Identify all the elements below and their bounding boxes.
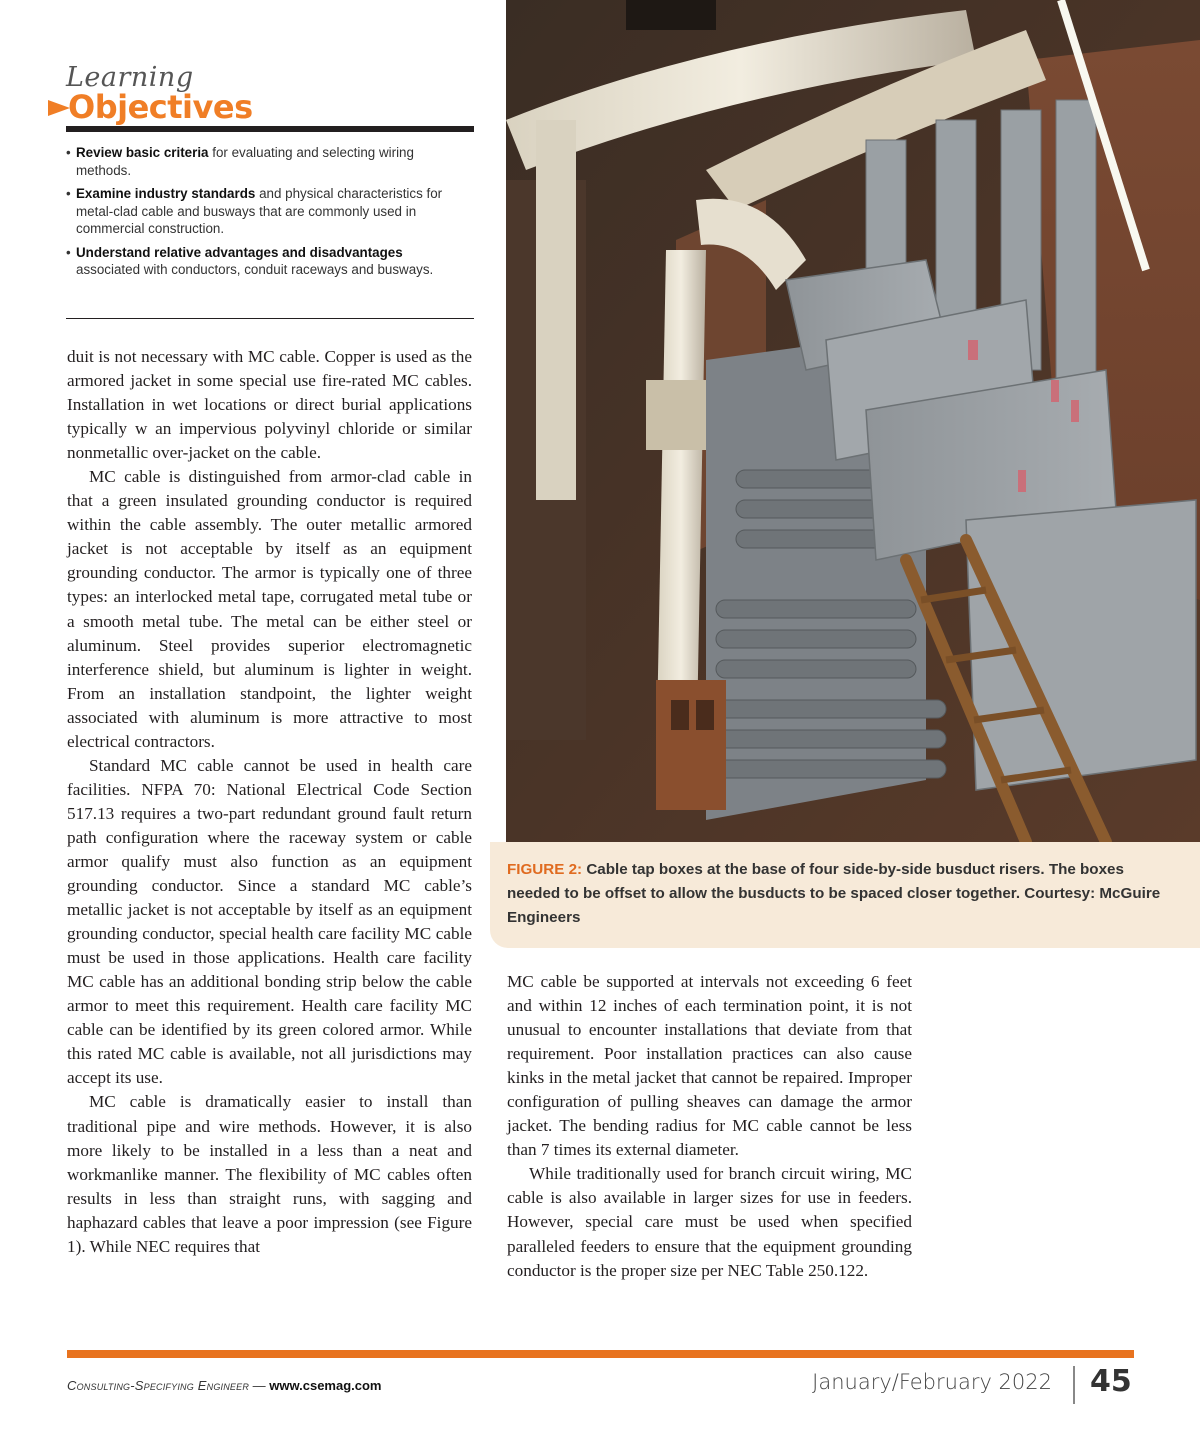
figure-photo: [506, 0, 1200, 842]
footer-separator: [1073, 1366, 1075, 1404]
arrow-icon: [48, 100, 70, 116]
paragraph: While traditionally used for branch circuit wiring, MC cable is also available in larger sizes for use in feeders. However, special care must be used when specified paralleled feeders to ensure that the equipment grounding conductor is the proper size per NEC Table 250.122.: [507, 1164, 912, 1280]
paragraph: Standard MC cable cannot be used in health care facilities. NFPA 70: National Electrical Code Section 517.13 requires a two-part redundant ground fault return path configuration where the raceway system or cable armor qualify must also function as an equipment grounding conductor. Since a standard MC cable’s metallic jacket is not acceptable by itself as an equipment grounding conductor, special health care facility MC cable must be used in those applications. Health care facility MC cable has an additional bonding strip below the cable armor to meet this requirement. Health care facility MC cable can be identified by its green colored armor. While this rated MC cable is available, not all jurisdictions may accept its use.: [67, 755, 472, 1088]
objective-bold: Examine industry standards: [76, 186, 256, 201]
objective-item: [66, 185, 466, 238]
objectives-list: [66, 144, 466, 285]
busduct-photo-illustration: [506, 0, 1200, 842]
objective-item: [66, 244, 466, 279]
paragraph: MC cable is dramatically easier to install than traditional pipe and wire methods. However, it is also more likely to be installed in a less than a neat and workmanlike manner. The flexibility of MC cables often results in less than straight runs, with sagging and haphazard cables that leave a poor impression (see Figure 1). While NEC requires that: [67, 1092, 472, 1256]
figure-label: FIGURE 2:: [507, 861, 583, 878]
magazine-name: Consulting-Specifying Engineer: [67, 1378, 250, 1393]
footer-publication: [67, 1378, 382, 1393]
figure-caption: [507, 858, 1177, 930]
paragraph: MC cable is distinguished from armor-clad cable in that a green insulated grounding conductor is required within the cable assembly. The outer metallic armored jacket is not acceptable by itself as an equipment grounding conductor. The armor is typically one of three types: an interlocked metal tape, corrugated metal tube or a smooth metal tube. The metal can be either steel or aluminum. Steel provides superior electromagnetic interference shield, but aluminum is lighter in weight. From an installation standpoint, the lighter weight associated with aluminum is more attractive to most electrical contractors.: [67, 467, 472, 751]
objectives-title-large: Objectives: [68, 88, 253, 126]
objective-bold: Understand relative advantages and disadvantages: [76, 244, 403, 260]
paragraph: MC cable be supported at intervals not exceeding 6 feet and within 12 inches of each termination point, it is not unusual to encounter installations that deviate from that requirement. Poor installation practices can also cause kinks in the metal jacket that cannot be repaired. Improper configuration of pulling sheaves can damage the armor jacket. The bending radius for MC cable cannot be less than 7 times its external diameter.: [507, 972, 912, 1160]
objectives-title-small: Learning: [66, 62, 194, 93]
footer-dash: —: [249, 1378, 270, 1393]
objective-text: for evaluating and selecting wiring methods.: [76, 145, 414, 178]
page-number: 45: [1090, 1364, 1132, 1399]
body-column-2: [507, 970, 912, 1283]
bullet-icon: •: [66, 186, 71, 201]
issue-date: January/February 2022: [812, 1370, 1052, 1394]
objectives-rule: [66, 126, 474, 132]
bullet-icon: •: [66, 145, 71, 160]
objective-text: associated with conductors, conduit raceways and busways.: [76, 262, 434, 277]
footer-rule: [67, 1350, 1134, 1358]
objective-bold: Review basic criteria: [76, 145, 209, 160]
body-column-1: [67, 345, 472, 1259]
objectives-bottom-rule: [66, 318, 474, 319]
objective-item: [66, 144, 466, 179]
bullet-icon: •: [66, 244, 71, 260]
figure-caption-text: Cable tap boxes at the base of four side-by-side busduct risers. The boxes needed to be offset to allow the busducts to be spaced closer together. Courtesy: McGuire Engineers: [507, 861, 1161, 926]
objective-text: and physical characteristics for metal-clad cable and busways that are commonly used in commercial construction.: [76, 186, 443, 236]
magazine-url: www.csemag.com: [269, 1378, 382, 1393]
paragraph: duit is not necessary with MC cable. Copper is used as the armored jacket in some special use fire-rated MC cables. Installation in wet locations or direct burial applications typically w an impervious polyvinyl chloride or similar nonmetallic over-jacket on the cable.: [67, 347, 472, 463]
